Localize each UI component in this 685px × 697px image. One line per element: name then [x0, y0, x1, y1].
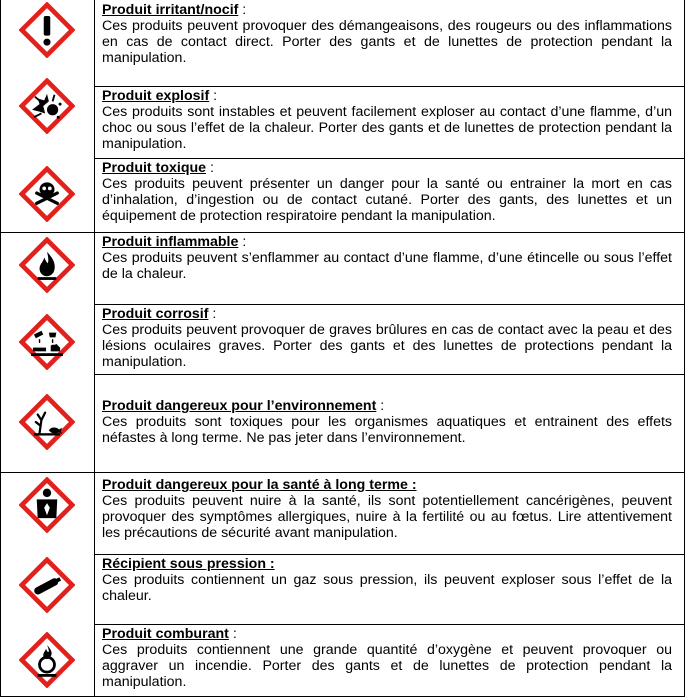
hazard-title: Produit dangereux pour l’environnement [102, 398, 377, 414]
hazard-description: Ces produits sont instables et peuvent facilement exploser au contact d’une flamme, d’un choc ou sous l’effet de la chaleur. Porter des gants et de lunettes de protection pendant la manipulation. [102, 104, 672, 153]
exploding-bomb-icon [19, 78, 75, 134]
hazard-description: Ces produits peuvent provoquer de graves brûlures en cas de contact avec la peau et des lésions oculaires graves. Porter des gants et des lunettes de protections pendant la manipulation. [102, 322, 672, 371]
health-hazard-icon [19, 477, 75, 533]
hazard-description: Ces produits contiennent une grande quantité d’oxygène et peuvent provoquer ou aggraver un incendie. Porter des gants et de lunettes de protection pendant la manipulation. [102, 642, 672, 691]
hazard-description: Ces produits peuvent présenter un danger pour la santé ou entrainer la mort en cas d’inhalation, d’ingestion ou de contact cutané. Porter des gants, des lunettes et un équipement de protection respiratoire pendant la manipulation. [102, 176, 672, 225]
hazard-row-flammable: Produit inflammable : Ces produits peuvent s’enflammer au contact d’une flamme, d’une étincelle ou sous l’effet de la chaleur. [0, 232, 685, 304]
hazard-description: Ces produits peuvent nuire à la santé, ils sont potentiellement cancérigènes, peuvent provoquer des symptômes allergiques, nuire à la fertilité ou au fœtus. Lire attentivement les précautions de sécurité avant manipulation. [102, 493, 672, 542]
hazard-title: Produit corrosif [102, 306, 209, 322]
row-divider [0, 232, 685, 233]
hazard-title: Produit irritant/nocif [102, 2, 239, 18]
hazard-description: Ces produits contiennent un gaz sous pression, ils peuvent exploser sous l’effet de la chaleur. [102, 572, 672, 605]
row-divider [94, 554, 685, 555]
row-divider [94, 304, 685, 305]
hazard-title: Produit explosif [102, 88, 210, 104]
hazard-row-explosive: Produit explosif : Ces produits sont instables et peuvent facilement exploser au contact d’une flamme, d’un choc ou sous l’effet de la chaleur. Porter des gants et de lunettes de protection pendant la manipulation. [0, 86, 685, 158]
hazard-row-irritant: Produit irritant/nocif : Ces produits peuvent provoquer des démangeaisons, des rougeurs ou des inflammations en cas de contact direct. Porter des gants et de lunettes de protection pendant la manipulation. [0, 0, 685, 86]
hazard-description: Ces produits peuvent s’enflammer au contact d’une flamme, d’une étincelle ou sous l’effet de la chaleur. [102, 250, 672, 283]
table-border-left [0, 0, 1, 697]
hazard-row-oxidizer: Produit comburant : Ces produits contiennent une grande quantité d’oxygène et peuvent provoquer ou aggraver un incendie. Porter des gants et de lunettes de protection pendant la manipulation. [0, 624, 685, 697]
hazard-description: Ces produits peuvent provoquer des démangeaisons, des rougeurs ou des inflammations en cas de contact direct. Porter des gants et de lunettes de protection pendant la manipulation. [102, 18, 672, 67]
row-divider [94, 158, 685, 159]
exclamation-mark-icon [19, 2, 75, 58]
flame-icon [19, 237, 75, 293]
environment-icon [19, 394, 75, 450]
flame-over-circle-icon [19, 632, 75, 688]
skull-crossbones-icon [19, 166, 75, 222]
hazard-row-health [0, 475, 685, 554]
row-divider [94, 374, 685, 375]
hazard-title: Produit toxique [102, 160, 207, 176]
gas-cylinder-icon [19, 557, 75, 613]
hazard-title: Produit comburant [102, 626, 229, 642]
corrosion-icon [19, 314, 75, 370]
hazard-row-corrosive: Produit corrosif : Ces produits peuvent provoquer de graves brûlures en cas de contact avec la peau et des lésions oculaires graves. Porter des gants et des lunettes de protections pendant la manipulation. [0, 304, 685, 374]
hazard-description: Ces produits sont toxiques pour les organismes aquatiques et entrainent des effets néfastes à long terme. Ne pas jeter dans l’environnement. [102, 414, 672, 447]
hazard-title: Récipient sous pression : [102, 556, 275, 572]
hazard-title: Produit dangereux pour la santé à long terme : [102, 477, 417, 493]
hazard-row-gas [0, 554, 685, 624]
row-divider [0, 472, 685, 473]
hazard-title: Produit inflammable [102, 234, 239, 250]
row-divider [94, 624, 685, 625]
hazard-row-environment: Produit dangereux pour l’environnement : Ces produits sont toxiques pour les organismes aquatiques et entrainent des effets néfastes à long terme. Ne pas jeter dans l’environnement. [0, 374, 685, 470]
column-divider [94, 0, 95, 697]
hazard-row-toxic: Produit toxique : Ces produits peuvent présenter un danger pour la santé ou entrainer la mort en cas d’inhalation, d’ingestion ou de contact cutané. Porter des gants, des lunettes et un équipement de protection respiratoire pendant la manipulation. [0, 158, 685, 232]
row-divider [94, 86, 685, 87]
